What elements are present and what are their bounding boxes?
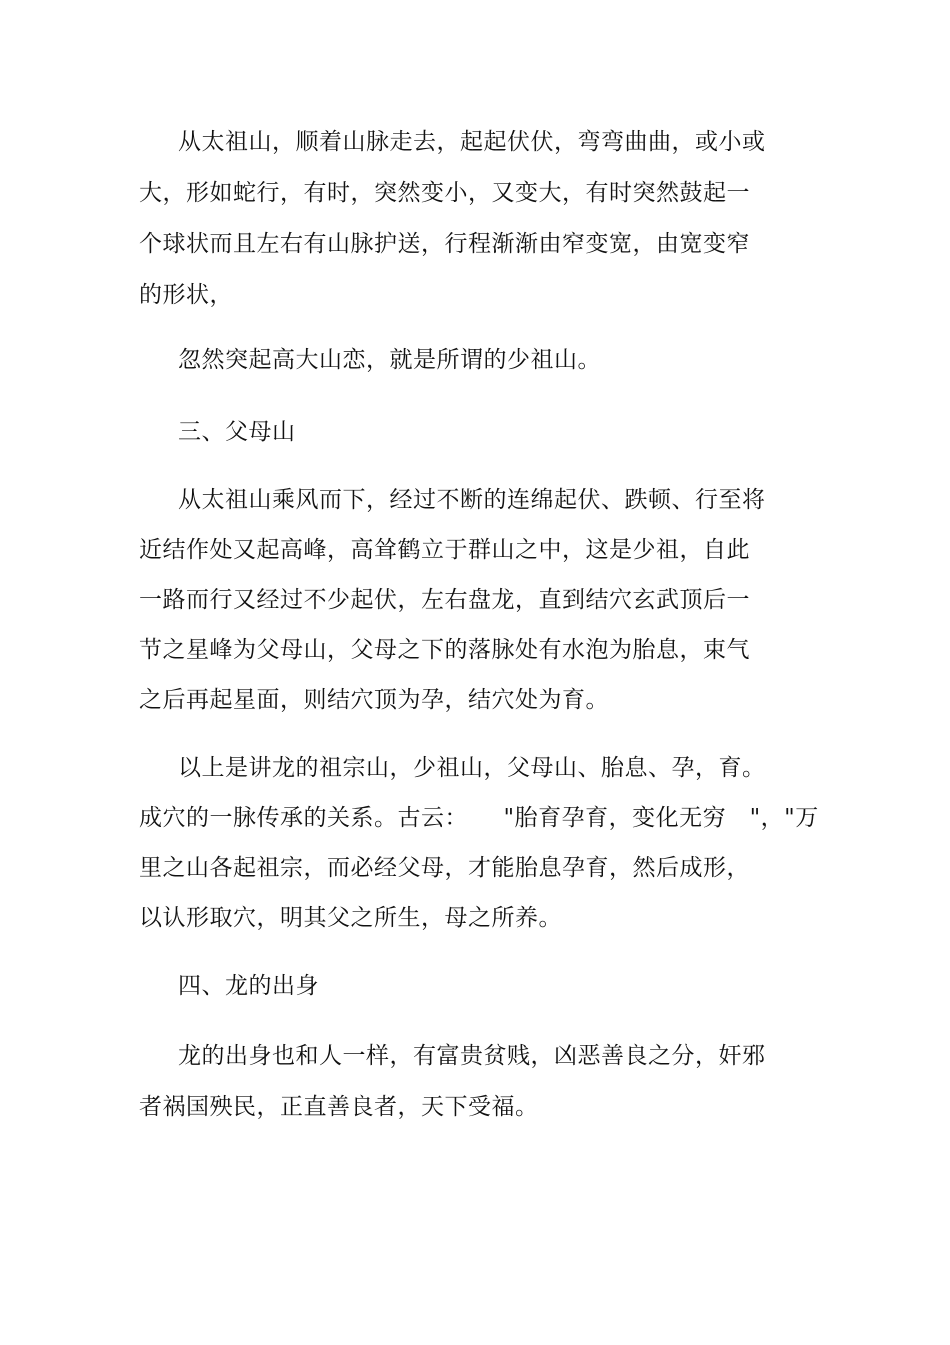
- text-line: 从太祖山乘风而下，经过不断的连绵起伏、跌顿、行至将: [178, 487, 766, 513]
- text-line: 从太祖山，顺着山脉走去，起起伏伏，弯弯曲曲，或小或: [178, 129, 766, 155]
- text-line: 者祸国殃民，正直善良者，天下受福。: [139, 1094, 539, 1120]
- text-line: 近结作处又起高峰，高耸鹤立于群山之中，这是少祖，自此: [139, 537, 750, 563]
- text-line: 之后再起星面，则结穴顶为孕，结穴处为育。: [139, 687, 609, 713]
- text-line: 成穴的一脉传承的关系。古云： "胎育孕育，变化无穷 "，"万: [139, 805, 819, 831]
- text-line: 的形状，: [139, 282, 233, 308]
- text-line: 一路而行又经过不少起伏，左右盘龙，直到结穴玄武顶后一: [139, 587, 750, 613]
- text-line: 大，形如蛇行，有时，突然变小，又变大，有时突然鼓起一: [139, 180, 750, 206]
- text-line: 个球状而且左右有山脉护送，行程渐渐由窄变宽，由宽变窄: [139, 231, 750, 257]
- text-line: 龙的出身也和人一样，有富贵贫贱，凶恶善良之分，奸邪: [178, 1043, 766, 1069]
- text-line: 以上是讲龙的祖宗山，少祖山，父母山、胎息、孕，育。: [178, 755, 766, 781]
- text-line: 节之星峰为父母山，父母之下的落脉处有水泡为胎息，束气: [139, 637, 750, 663]
- heading-line: 三、父母山: [178, 419, 296, 445]
- heading-line: 四、龙的出身: [178, 973, 319, 999]
- text-line: 忽然突起高大山恋，就是所谓的少祖山。: [178, 347, 601, 373]
- text-line: 里之山各起祖宗，而必经父母，才能胎息孕育，然后成形，: [139, 855, 750, 881]
- text-line: 以认形取穴，明其父之所生，母之所养。: [139, 905, 562, 931]
